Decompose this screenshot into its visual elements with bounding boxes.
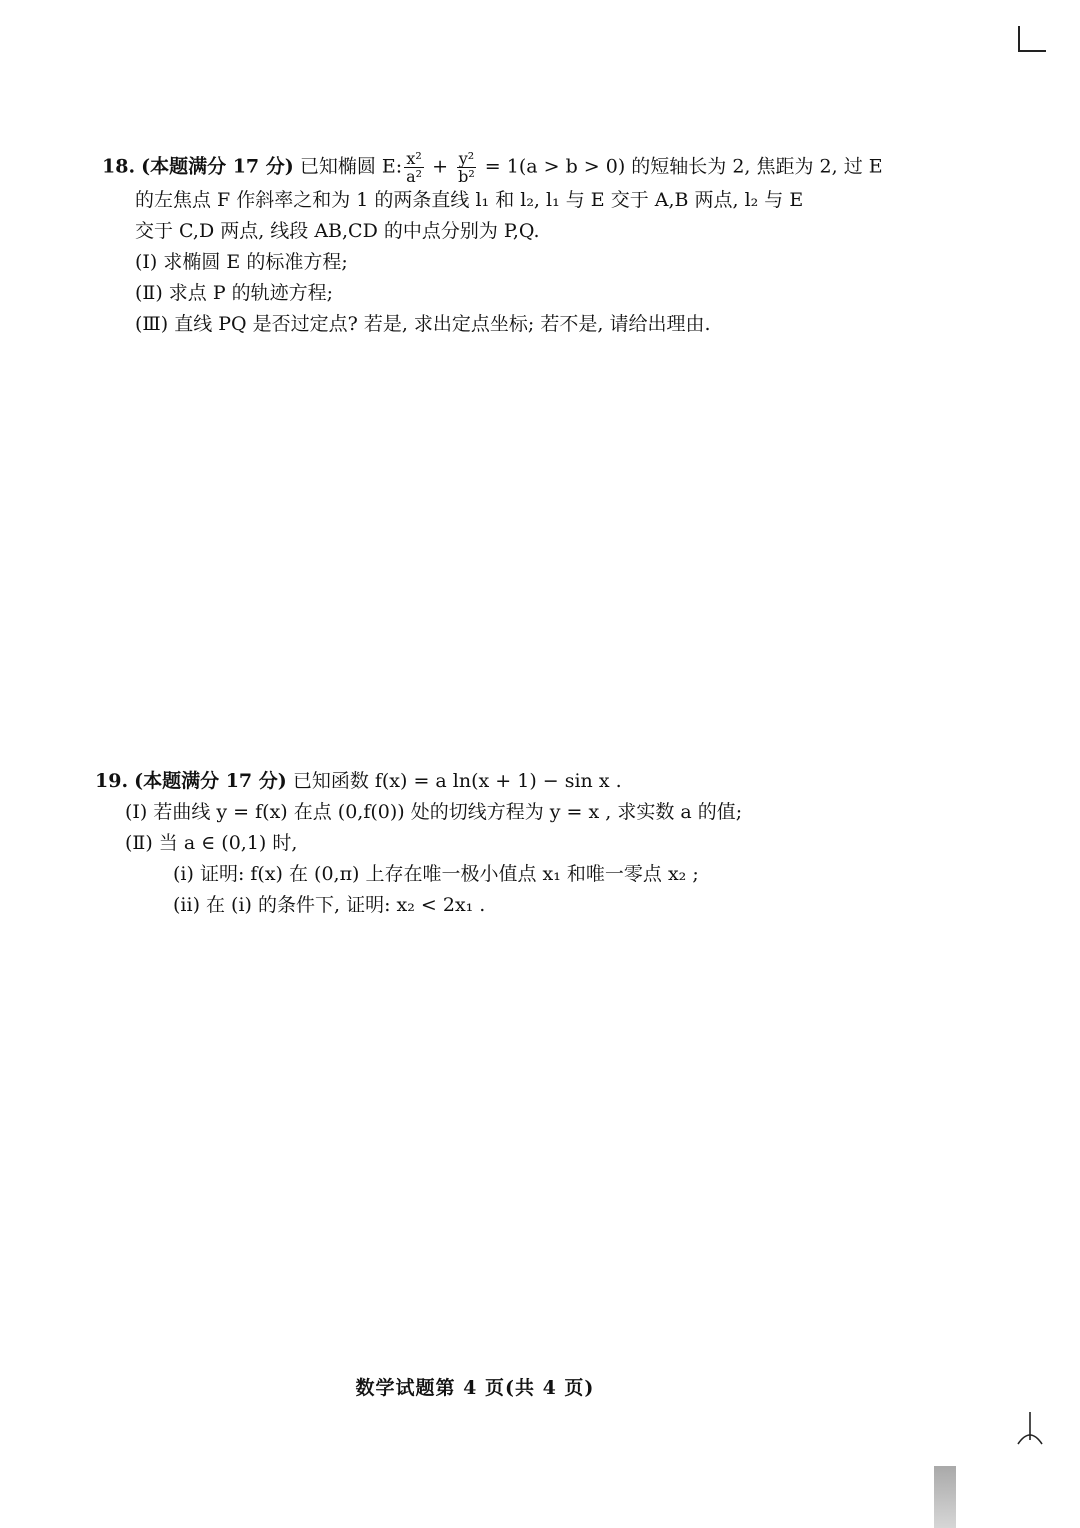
q18-fraction-x: [404, 150, 424, 185]
q18-line-2: 的左焦点 F 作斜率之和为 1 的两条直线 l₁ 和 l₂, l₁ 与 E 交于 A,B 两点, l₂ 与 E: [135, 189, 804, 211]
q19-number: 19.: [95, 770, 129, 792]
q18-number: 18.: [102, 155, 136, 178]
q18-plus: +: [432, 155, 449, 178]
q18-text-1b: = 1(a > b > 0) 的短轴长为 2, 焦距为 2, 过 E: [484, 155, 883, 178]
scroll-indicator[interactable]: [934, 1466, 956, 1528]
q18-part-2: (Ⅱ) 求点 P 的轨迹方程;: [135, 282, 334, 304]
q18-line-1: [102, 150, 882, 185]
q18-score: (本题满分 17 分): [141, 155, 294, 178]
q18-fraction-y: [456, 150, 477, 185]
q19-text-1: 已知函数 f(x) = a ln(x + 1) − sin x .: [292, 770, 622, 792]
q18-text-1a: 已知椭圆 E:: [299, 155, 403, 178]
q19-score: (本题满分 17 分): [134, 770, 287, 792]
q18-part-1: (Ⅰ) 求椭圆 E 的标准方程;: [135, 251, 348, 273]
footer-text: 数学试题第 4 页(共 4 页): [355, 1377, 595, 1399]
crop-mark-bottom-right: [1012, 1410, 1048, 1446]
frac-numerator: x²: [406, 149, 422, 168]
q19-part-2: (Ⅱ) 当 a ∈ (0,1) 时,: [125, 832, 298, 854]
q19-line-1: [95, 766, 895, 797]
frac-denominator: b²: [458, 167, 475, 186]
q19-sub-2: (ii) 在 (i) 的条件下, 证明: x₂ < 2x₁ .: [173, 894, 486, 916]
q18-part-3: (Ⅲ) 直线 PQ 是否过定点? 若是, 求出定点坐标; 若不是, 请给出理由.: [135, 313, 711, 335]
q19-sub-1: (i) 证明: f(x) 在 (0,π) 上存在唯一极小值点 x₁ 和唯一零点 x₂ ;: [173, 863, 699, 885]
frac-numerator: y²: [458, 149, 475, 168]
question-18: [102, 150, 882, 340]
question-19: [95, 766, 895, 921]
page-footer: [0, 1373, 1080, 1400]
crop-mark-top-right: [1018, 26, 1046, 52]
frac-denominator: a²: [406, 167, 423, 186]
q18-line-3: 交于 C,D 两点, 线段 AB,CD 的中点分别为 P,Q.: [135, 220, 540, 242]
q19-part-1: (Ⅰ) 若曲线 y = f(x) 在点 (0,f(0)) 处的切线方程为 y = x , 求实数 a 的值;: [125, 801, 743, 823]
